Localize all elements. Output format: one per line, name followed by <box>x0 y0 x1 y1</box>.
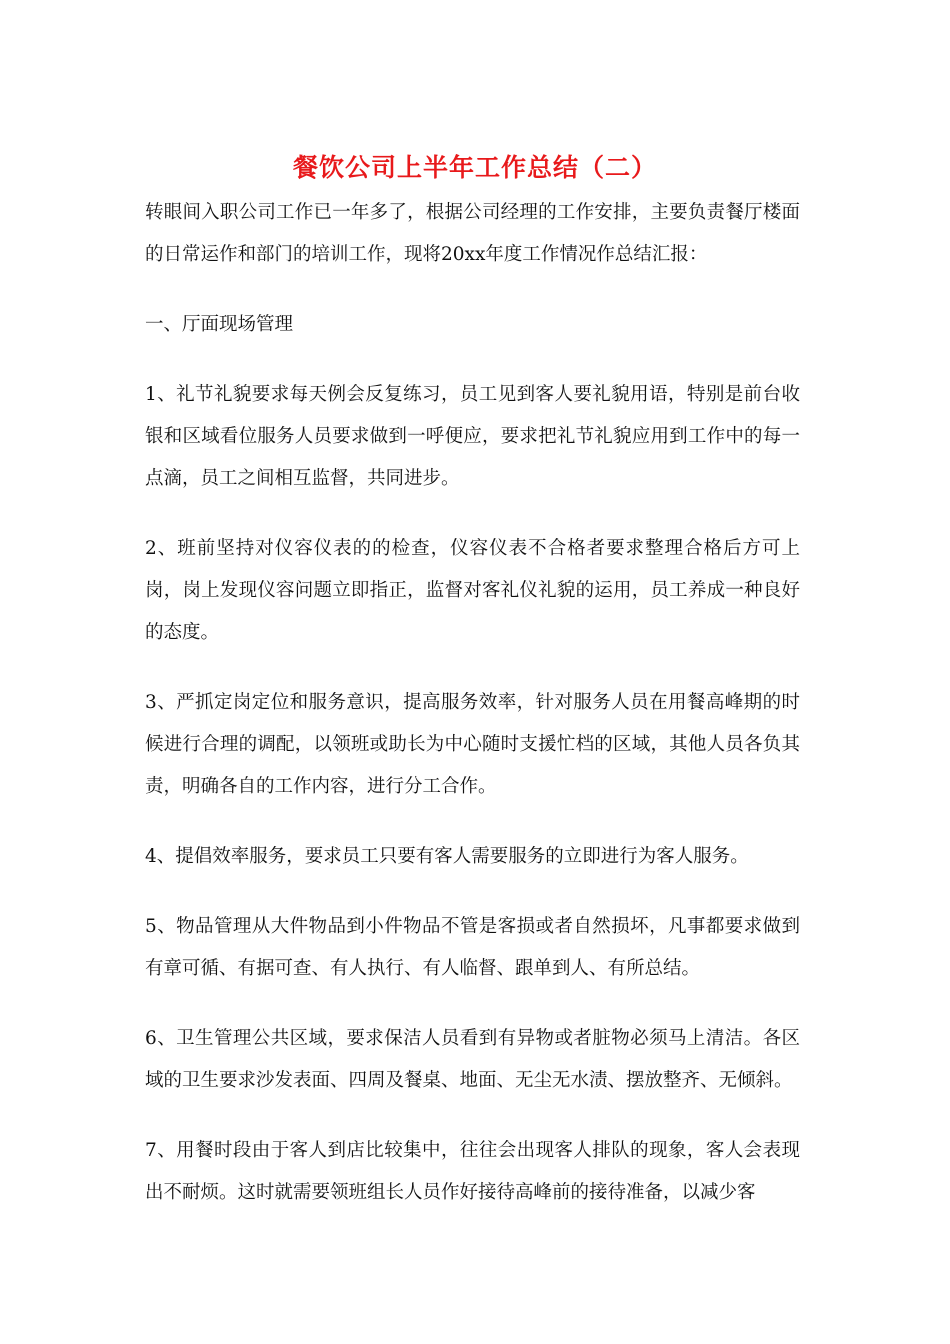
list-item: 5、物品管理从大件物品到小件物品不管是客损或者自然损坏，凡事都要求做到有章可循、有据可查、有人执行、有人临督、跟单到人、有所总结。 <box>145 916 800 979</box>
list-item: 6、卫生管理公共区域，要求保洁人员看到有异物或者脏物必须马上清洁。各区域的卫生要求沙发表面、四周及餐桌、地面、无尘无水渍、摆放整齐、无倾斜。 <box>145 1028 800 1091</box>
list-item: 4、提倡效率服务，要求员工只要有客人需要服务的立即进行为客人服务。 <box>145 846 749 867</box>
intro-paragraph: 转眼间入职公司工作已一年多了，根据公司经理的工作安排，主要负责餐厅楼面的日常运作和部门的培训工作，现将20xx年度工作情况作总结汇报： <box>145 202 800 265</box>
list-item: 3、严抓定岗定位和服务意识，提高服务效率，针对服务人员在用餐高峰期的时候进行合理的调配，以领班或助长为中心随时支援忙档的区域，其他人员各负其责，明确各自的工作内容，进行分工合作。 <box>145 692 800 797</box>
list-item: 1、礼节礼貌要求每天例会反复练习，员工见到客人要礼貌用语，特别是前台收银和区域看位服务人员要求做到一呼便应，要求把礼节礼貌应用到工作中的每一点滴，员工之间相互监督，共同进步。 <box>145 384 800 489</box>
document-body <box>145 192 800 1242</box>
list-item: 7、用餐时段由于客人到店比较集中，往往会出现客人排队的现象，客人会表现出不耐烦。这时就需要领班组长人员作好接待高峰前的接待准备，以减少客 <box>145 1140 800 1203</box>
document-title: 餐饮公司上半年工作总结（二） <box>292 153 657 182</box>
section-heading: 一、厅面现场管理 <box>145 314 294 335</box>
list-item: 2、班前坚持对仪容仪表的的检查，仪容仪表不合格者要求整理合格后方可上岗，岗上发现仪容问题立即指正，监督对客礼仪礼貌的运用，员工养成一种良好的态度。 <box>145 538 800 643</box>
